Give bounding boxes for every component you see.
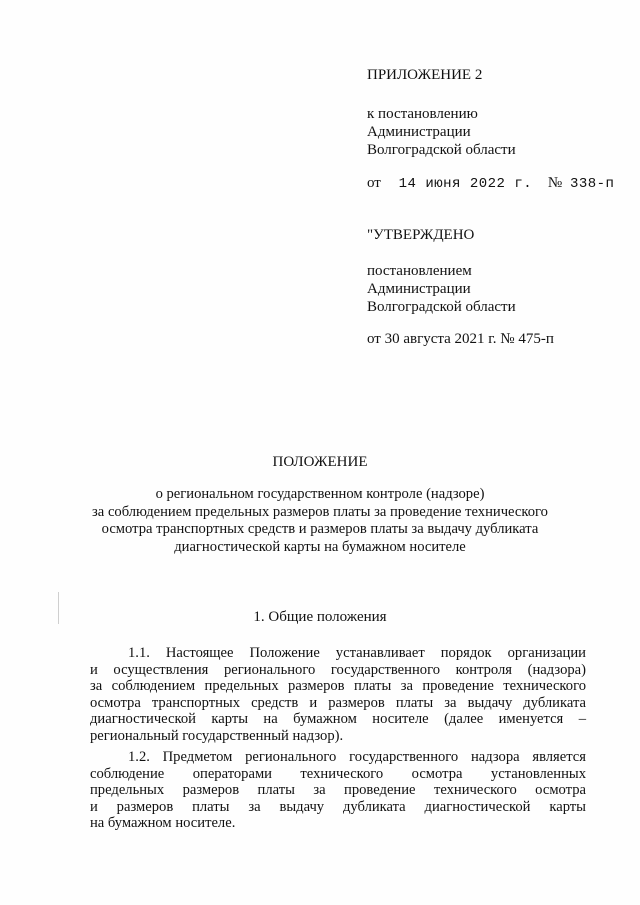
approved-region: Волгоградской области — [367, 299, 516, 315]
document-title: ПОЛОЖЕНИЕ — [272, 454, 368, 470]
paragraph-line: и размеров платы за выдачу дубликата диагностической карты — [90, 798, 586, 815]
subtitle-line: о региональном государственном контроле (надзоре) — [155, 486, 485, 502]
section-heading: 1. Общие положения — [253, 609, 387, 625]
subtitle-line: диагностической карты на бумажном носителе — [174, 538, 466, 555]
approved-date-line: от 30 августа 2021 г. № 475-п — [367, 331, 554, 347]
number-stamp: 338-п — [569, 176, 615, 192]
document-subtitle — [60, 486, 580, 556]
paragraph-1-1 — [90, 645, 586, 744]
appendix-label: ПРИЛОЖЕНИЕ 2 — [367, 67, 483, 83]
paragraph-line: региональный государственный надзор). — [90, 727, 344, 744]
approved-label: "УТВЕРЖДЕНО — [367, 227, 475, 243]
to-resolution-label: к постановлению — [367, 106, 478, 122]
paragraph-line: 1.2. Предметом регионального государственного надзора является — [128, 749, 586, 765]
paragraph-line: диагностической карты на бумажном носителе (далее именуется – — [90, 711, 586, 727]
paragraph-line: осмотра транспортных средств и размеров платы за выдачу дубликата — [90, 694, 586, 711]
paragraph-line: на бумажном носителе. — [90, 815, 236, 831]
approved-by-resolution: постановлением — [367, 263, 472, 279]
paragraph-line: предельных размеров платы за проведение технического осмотра — [90, 782, 586, 798]
resolution-date-line — [367, 174, 614, 194]
date-prefix: от — [367, 175, 381, 191]
subtitle-line: осмотра транспортных средств и размеров платы за выдачу дубликата — [101, 521, 539, 537]
approved-administration: Администрации — [367, 281, 471, 297]
paragraph-line: 1.1. Настоящее Положение устанавливает порядок организации — [128, 645, 586, 661]
number-sign: № — [547, 175, 563, 191]
paragraph-line: за соблюдением предельных размеров платы за проведение технического — [90, 678, 586, 694]
paragraph-1-2 — [90, 749, 586, 832]
paragraph-line: соблюдение операторами технического осмотра установленных — [90, 765, 586, 782]
administration-label: Администрации — [367, 124, 471, 140]
region-label: Волгоградской области — [367, 142, 516, 158]
subtitle-line: за соблюдением предельных размеров платы за проведение технического — [92, 503, 548, 520]
date-stamp: 14 июня 2022 г. — [398, 176, 533, 192]
paragraph-line: и осуществления регионального государственного контроля (надзора) — [90, 661, 586, 678]
